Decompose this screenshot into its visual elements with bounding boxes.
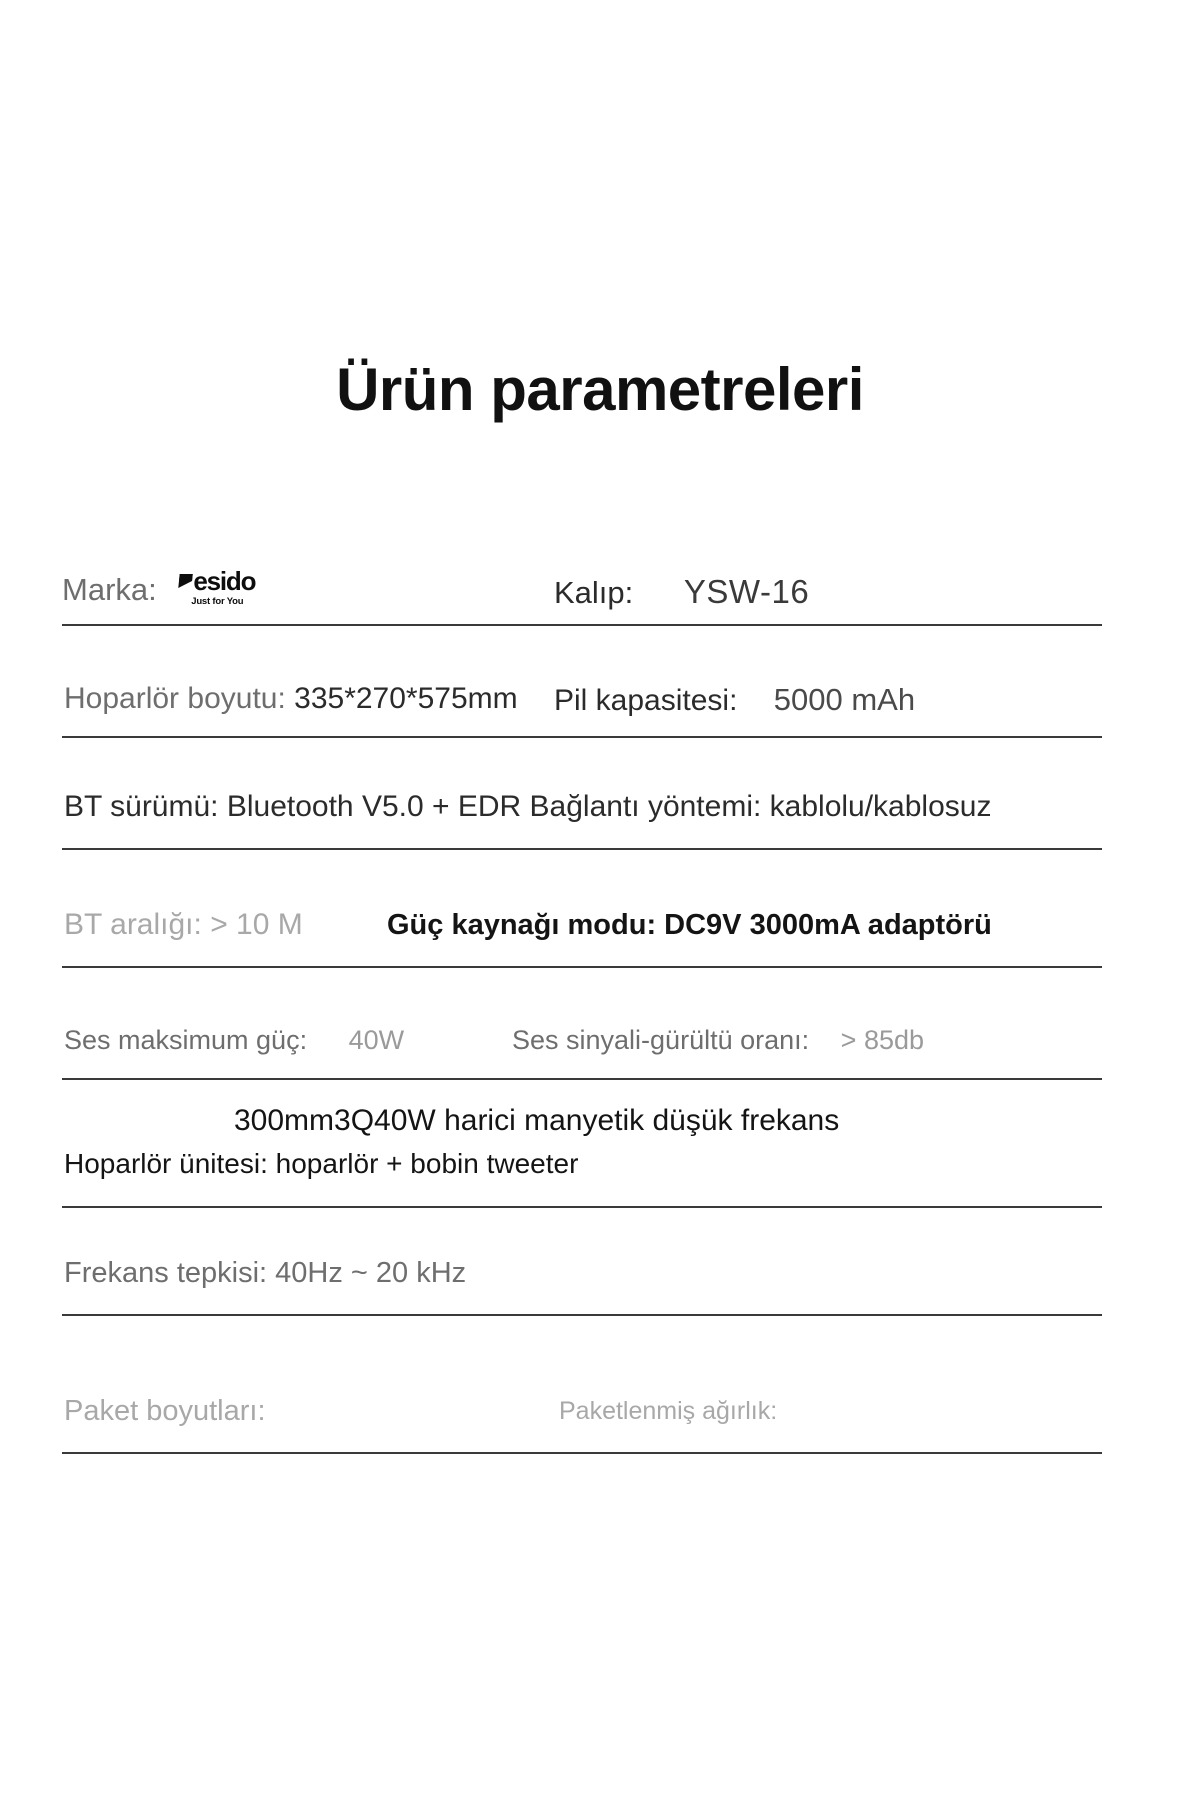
spec-value: 300mm3Q40W harici manyetik düşük frekans — [234, 1104, 840, 1137]
brand-logo-tagline: Just for You — [191, 595, 244, 607]
spec-bluetooth-version — [64, 792, 991, 822]
spec-label: Paketlenmiş ağırlık: — [559, 1397, 778, 1425]
page-title: Ürün parametreleri — [336, 356, 864, 423]
spec-battery-capacity — [554, 684, 915, 716]
spec-table — [62, 548, 1102, 1454]
spec-label: Ses maksimum güç: — [64, 1025, 308, 1055]
spec-label: Frekans tepkisi: — [64, 1257, 268, 1289]
spec-value: > 85db — [840, 1025, 925, 1055]
spec-value: hoparlör + bobin tweeter — [275, 1148, 579, 1179]
spec-frequency-response — [64, 1259, 466, 1288]
spec-value: Bluetooth V5.0 + EDR Bağlantı yöntemi: kablolu/kablosuz — [226, 790, 992, 823]
spec-label: BT aralığı: — [64, 908, 202, 941]
brand-logo-wordmark: esido — [179, 568, 255, 594]
table-row — [62, 968, 1102, 1080]
spec-label: Kalıp: — [554, 575, 634, 610]
spec-label: Pil kapasitesi: — [554, 684, 738, 717]
table-row — [62, 850, 1102, 968]
spec-value: DC9V 3000mA adaptörü — [664, 909, 992, 941]
spec-value: 40Hz ~ 20 kHz — [275, 1257, 467, 1289]
table-row — [62, 626, 1102, 738]
table-row — [62, 548, 1102, 626]
spec-value: 5000 mAh — [773, 682, 916, 717]
spec-label: Hoparlör boyutu: — [64, 682, 286, 715]
spec-label: Marka: — [62, 571, 157, 607]
spec-value: 335*270*575mm — [294, 682, 518, 715]
table-row — [62, 1208, 1102, 1316]
spec-label: Güç kaynağı modu: — [387, 909, 657, 941]
table-row — [62, 738, 1102, 850]
chevron-mark-icon — [179, 574, 193, 588]
spec-max-power — [64, 1027, 404, 1054]
spec-label: Paket boyutları: — [64, 1395, 266, 1427]
spec-label: Ses sinyali-gürültü oranı: — [512, 1025, 810, 1055]
spec-bluetooth-range — [64, 910, 303, 940]
spec-brand — [62, 565, 256, 607]
table-row — [62, 1316, 1102, 1454]
table-row — [62, 1080, 1102, 1208]
spec-package-weight — [559, 1399, 777, 1424]
spec-label: BT sürümü: — [64, 790, 219, 823]
spec-model — [554, 575, 809, 608]
brand-logo — [179, 565, 256, 607]
spec-speaker-size — [64, 684, 518, 714]
spec-package-dimensions — [64, 1397, 266, 1426]
spec-label: Hoparlör ünitesi: — [64, 1148, 268, 1179]
spec-driver-description — [234, 1106, 839, 1136]
spec-speaker-unit — [64, 1150, 578, 1178]
spec-power-supply — [387, 911, 992, 940]
spec-value: > 10 M — [210, 908, 303, 941]
spec-value: 40W — [348, 1025, 405, 1055]
spec-value: YSW-16 — [683, 573, 810, 610]
spec-signal-noise-ratio — [512, 1027, 924, 1054]
